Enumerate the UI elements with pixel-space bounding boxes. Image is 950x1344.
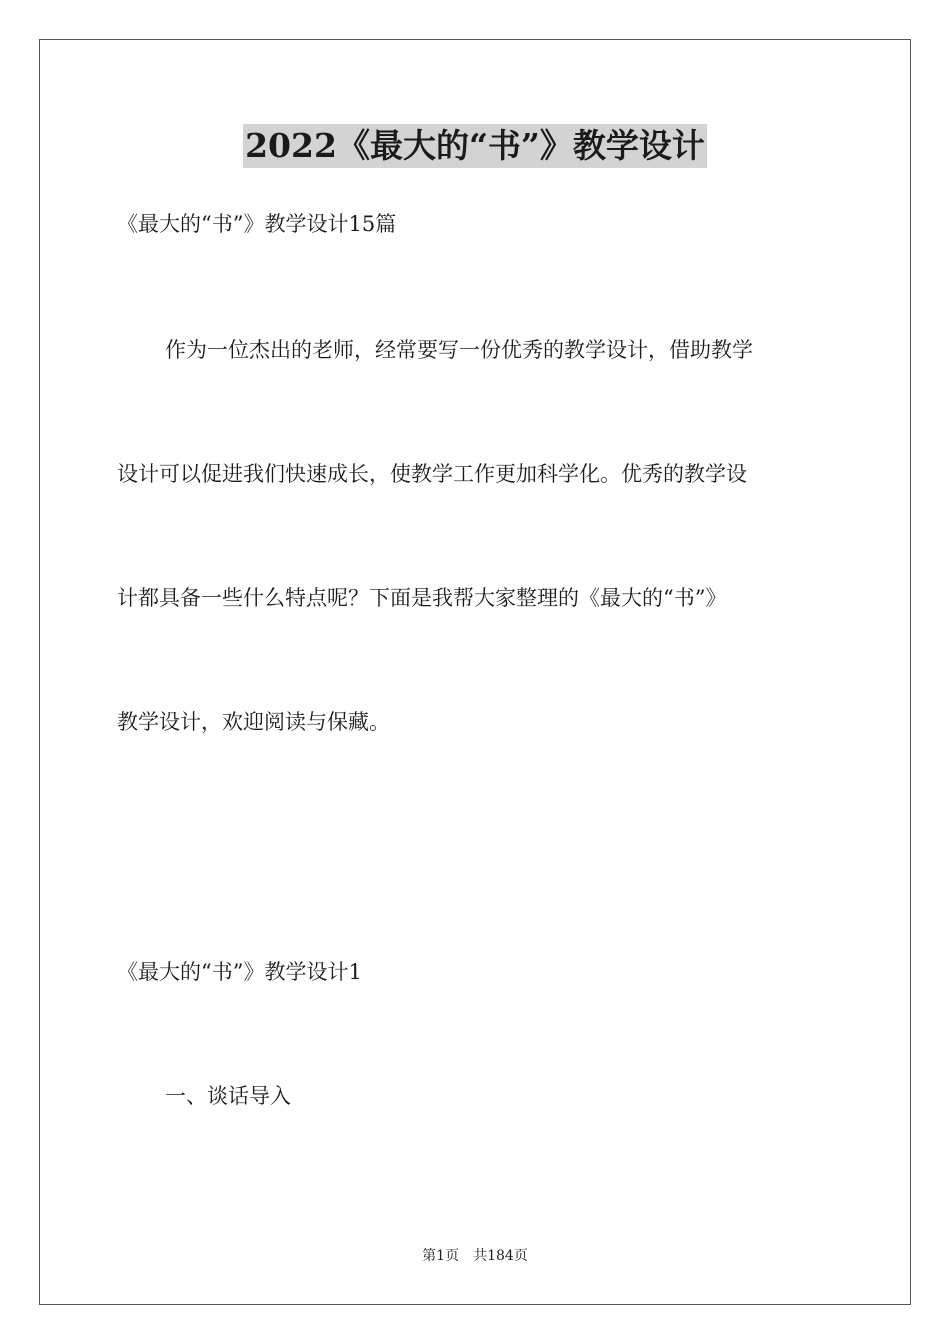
document-subtitle: 《最大的“书”》教学设计15篇: [117, 212, 397, 236]
subsection-heading: 一、谈话导入: [165, 1084, 291, 1108]
paragraph-line-1: 作为一位杰出的老师，经常要写一份优秀的教学设计，借助教学: [165, 338, 753, 362]
paragraph-line-3: 计都具备一些什么特点呢？下面是我帮大家整理的《最大的“书”》: [117, 586, 727, 610]
title-container: [0, 124, 950, 168]
paragraph-line-4: 教学设计，欢迎阅读与保藏。: [117, 710, 390, 734]
page-total: 共184页: [473, 1248, 528, 1264]
page-number: 第1页: [422, 1248, 460, 1264]
page-footer: [0, 1246, 950, 1266]
paragraph-line-2: 设计可以促进我们快速成长，使教学工作更加科学化。优秀的教学设: [117, 462, 747, 486]
document-title: 2022《最大的“书”》教学设计: [243, 124, 707, 168]
section-heading: 《最大的“书”》教学设计1: [117, 960, 362, 984]
